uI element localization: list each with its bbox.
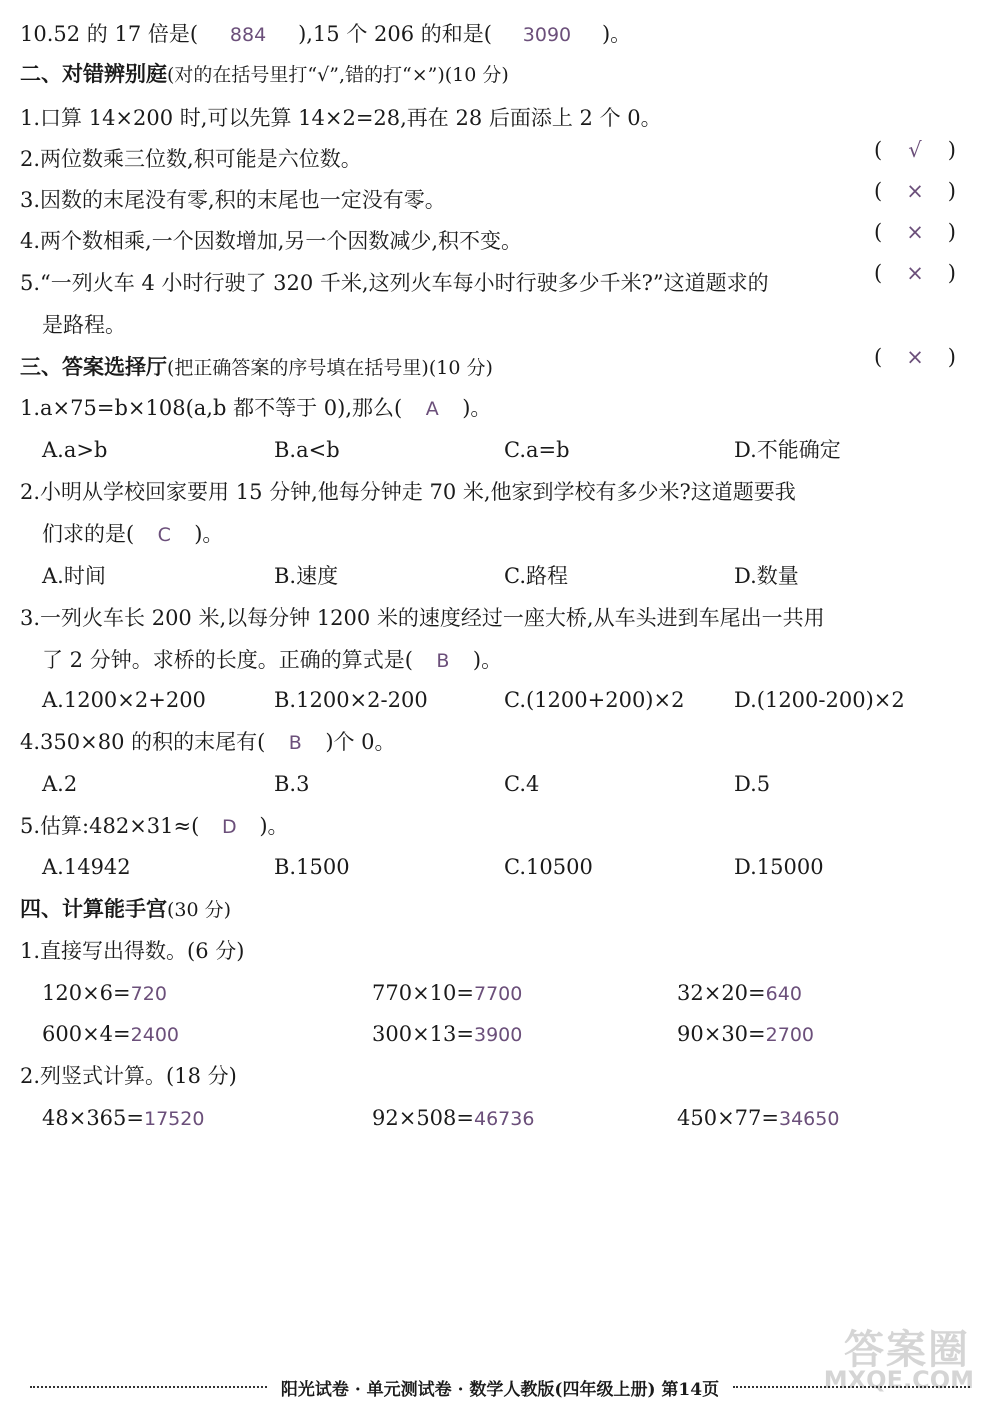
calc-item: 92×508=46736 <box>372 1106 535 1130</box>
judge-bracket-4: ( × ) <box>874 261 956 285</box>
choice-question-3: 3.一列火车长 200 米,以每分钟 1200 米的速度经过一座大桥,从车头进到车尾出一共用 <box>20 606 825 630</box>
option-a: A.a>b <box>42 438 108 462</box>
option-d: D.15000 <box>734 855 824 879</box>
option-c: C.4 <box>504 772 540 796</box>
judge-item-1: 1.口算 14×200 时,可以先算 14×2=28,再在 28 后面添上 2 个 0。 ( √ ) <box>20 102 978 134</box>
judge-bracket-2: ( × ) <box>874 179 956 203</box>
calc-item: 770×10=7700 <box>372 981 523 1005</box>
option-b: B.a<b <box>274 438 340 462</box>
choice-options-2 <box>20 560 978 592</box>
option-d: D.(1200-200)×2 <box>734 688 905 712</box>
judge-item-4: 4.两个数相乘,一个因数增加,另一个因数减少,积不变。 ( × ) <box>20 225 978 257</box>
calc-item: 450×77=34650 <box>677 1106 840 1130</box>
calc-item: 32×20=640 <box>677 981 802 1005</box>
option-a: A.14942 <box>42 855 131 879</box>
option-c: C.路程 <box>504 564 568 588</box>
option-d: D.不能确定 <box>734 438 841 462</box>
judge-bracket-5: ( × ) <box>874 345 956 369</box>
choice-question-3-cont: 了 2 分钟。求桥的长度。正确的算式是( B )。 <box>20 644 978 676</box>
option-c: C.10500 <box>504 855 593 879</box>
choice-options-1 <box>20 434 978 466</box>
choice-answer-4: B <box>288 732 302 754</box>
option-a: A.时间 <box>42 564 106 588</box>
direct-calc-row-1 <box>20 977 978 1009</box>
choice-question-1: 1.a×75=b×108(a,b 都不等于 0),那么( A )。 <box>20 392 978 424</box>
choice-options-5 <box>20 851 978 883</box>
option-b: B.速度 <box>274 564 339 588</box>
choice-question-2: 2.小明从学校回家要用 15 分钟,他每分钟走 70 米,他家到学校有多少米?这道题要我 <box>20 480 796 504</box>
footer-divider-left <box>30 1386 267 1388</box>
watermark-logo: 答案圈 MXQE.COM <box>823 1327 974 1394</box>
sub-question-1: 1.直接写出得数。(6 分) <box>20 939 245 963</box>
choice-options-3 <box>20 684 978 716</box>
judge-bracket-3: ( × ) <box>874 220 956 244</box>
choice-question-5: 5.估算:482×31≈( D )。 <box>20 810 978 842</box>
fill-question-line: 10.52 的 17 倍是( 884 ),15 个 206 的和是( 3090 )。 <box>20 18 978 50</box>
choice-answer-2: C <box>157 524 171 546</box>
answer-3090: 3090 <box>522 24 572 46</box>
choice-question-2-cont: 们求的是( C )。 <box>20 518 978 550</box>
option-b: B.3 <box>274 772 310 796</box>
vertical-calc-row <box>20 1102 978 1134</box>
judge-item-5-cont: 是路程。 ( × ) <box>20 309 978 341</box>
section-4-heading: 四、计算能手宫(30 分) <box>20 896 232 921</box>
section-3-heading: 三、答案选择厅(把正确答案的序号填在括号里)(10 分) <box>20 354 493 379</box>
footer-text: 阳光试卷 · 单元测试卷 · 数学人教版(四年级上册) 第14页 <box>280 1379 720 1400</box>
page-footer <box>30 1372 970 1402</box>
calc-item: 300×13=3900 <box>372 1022 523 1046</box>
judge-item-5: 5.“一列火车 4 小时行驶了 320 千米,这列火车每小时行驶多少千米?”这道题求的 <box>20 271 769 295</box>
choice-options-4 <box>20 768 978 800</box>
choice-answer-5: D <box>221 816 237 838</box>
option-c: C.(1200+200)×2 <box>504 688 685 712</box>
judge-item-2: 2.两位数乘三位数,积可能是六位数。 ( × ) <box>20 143 978 175</box>
option-a: A.1200×2+200 <box>42 688 206 712</box>
option-d: D.5 <box>734 772 771 796</box>
answer-884: 884 <box>229 24 267 46</box>
calc-item: 48×365=17520 <box>42 1106 205 1130</box>
sub-question-2: 2.列竖式计算。(18 分) <box>20 1064 237 1088</box>
option-a: A.2 <box>42 772 78 796</box>
option-d: D.数量 <box>734 564 799 588</box>
calc-item: 120×6=720 <box>42 981 167 1005</box>
judge-bracket-1: ( √ ) <box>874 138 956 162</box>
option-c: C.a=b <box>504 438 570 462</box>
option-b: B.1500 <box>274 855 350 879</box>
choice-answer-1: A <box>425 398 439 420</box>
footer-divider-right <box>733 1386 970 1388</box>
choice-question-4: 4.350×80 的积的末尾有( B )个 0。 <box>20 726 978 758</box>
option-b: B.1200×2-200 <box>274 688 428 712</box>
calc-item: 90×30=2700 <box>677 1022 814 1046</box>
choice-answer-3: B <box>436 650 450 672</box>
direct-calc-row-2 <box>20 1018 978 1050</box>
judge-item-3: 3.因数的末尾没有零,积的末尾也一定没有零。 ( × ) <box>20 184 978 216</box>
section-2-heading: 二、对错辨别庭(对的在括号里打“√”,错的打“×”)(10 分) <box>20 61 509 86</box>
calc-item: 600×4=2400 <box>42 1022 179 1046</box>
